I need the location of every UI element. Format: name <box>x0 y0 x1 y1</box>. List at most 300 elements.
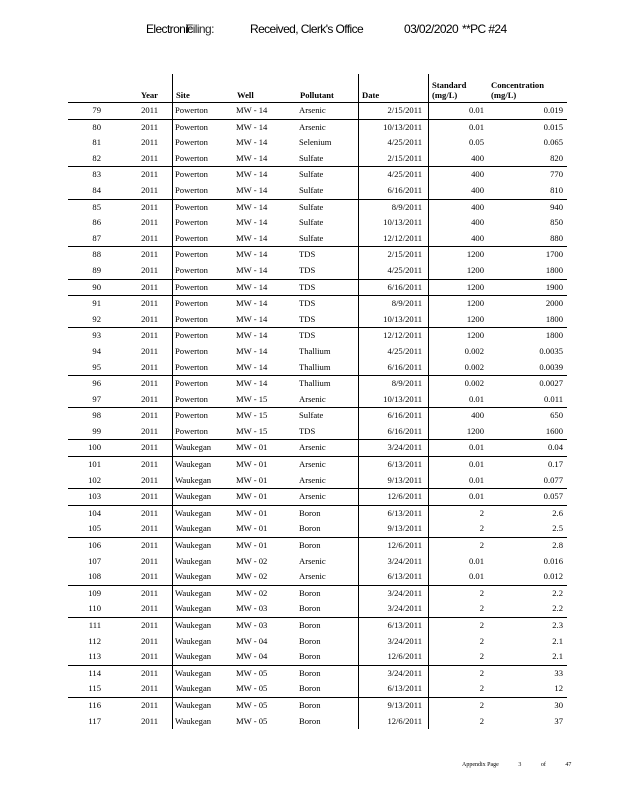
cell-standard: 2 <box>429 665 489 681</box>
cell-well: MW - 15 <box>234 424 297 440</box>
table-row <box>68 135 567 151</box>
cell-n: 86 <box>92 217 101 228</box>
cell-date: 6/13/2011 <box>359 618 429 634</box>
cell-n: 114 <box>88 667 101 678</box>
table-row <box>68 489 567 506</box>
cell-conc: 2.5 <box>488 521 567 537</box>
cell-n: 91 <box>92 298 101 309</box>
cell-site: Waukegan <box>173 505 235 521</box>
cell-standard: 400 <box>429 231 489 247</box>
cell-well: MW - 03 <box>236 620 268 630</box>
cell-well: MW - 01 <box>234 521 297 537</box>
header-date: Date <box>359 74 429 103</box>
cell-date: 2/15/2011 <box>359 151 429 167</box>
cell-well: MW - 01 <box>234 473 297 489</box>
cell-n: 117 <box>88 715 101 726</box>
table-row <box>68 538 567 554</box>
table-row <box>68 457 567 473</box>
cell-year: 2011 <box>141 330 158 341</box>
cell-pollutant: TDS <box>299 330 316 341</box>
cell-site: Waukegan <box>173 569 235 585</box>
cell-year: 2011 <box>141 507 158 518</box>
cell-site: Waukegan <box>173 601 235 617</box>
cell-well: MW - 14 <box>236 217 268 228</box>
cell-year: 2011 <box>141 201 158 212</box>
cell-n: 110 <box>68 601 109 617</box>
cell-year: 2011 <box>141 635 158 646</box>
cell-date: 10/13/2011 <box>359 215 429 231</box>
cell-conc: 2.3 <box>552 620 563 630</box>
cell-site: Waukegan <box>173 649 235 665</box>
cell-conc: 12 <box>488 681 567 697</box>
cell-site: Waukegan <box>173 538 235 554</box>
cell-n: 102 <box>68 473 109 489</box>
table-row <box>68 521 567 537</box>
cell-conc: 1600 <box>488 424 567 440</box>
cell-conc: 2.2 <box>488 601 567 617</box>
cell-well: MW - 14 <box>236 201 268 212</box>
cell-date: 3/24/2011 <box>359 601 429 617</box>
cell-n: 98 <box>92 410 101 421</box>
cell-year: 2011 <box>141 169 158 180</box>
cell-standard: 1200 <box>429 424 489 440</box>
cell-standard: 0.01 <box>429 440 489 457</box>
cell-standard: 0.002 <box>429 376 489 392</box>
cell-n: 112 <box>88 635 101 646</box>
cell-site: Waukegan <box>173 473 235 489</box>
table-row <box>68 279 567 296</box>
cell-standard: 400 <box>429 151 489 167</box>
cell-year: 2011 <box>109 103 173 120</box>
cell-year: 2011 <box>109 231 173 247</box>
cell-year: 2011 <box>141 345 158 356</box>
cell-date: 6/16/2011 <box>359 183 429 199</box>
cell-pollutant: Selenium <box>299 137 332 148</box>
cell-standard: 400 <box>429 167 489 183</box>
cell-site: Powerton <box>173 135 235 151</box>
cell-year: 2011 <box>109 569 173 585</box>
cell-pollutant: Boron <box>297 521 359 537</box>
cell-conc: 2.1 <box>552 635 563 646</box>
table-row <box>68 231 567 247</box>
cell-pollutant: Boron <box>299 540 321 551</box>
cell-conc: 1800 <box>488 312 567 328</box>
cell-date: 6/16/2011 <box>359 360 429 376</box>
cell-n: 109 <box>88 587 101 598</box>
cell-pollutant: Boron <box>299 699 321 710</box>
table-row <box>68 554 567 570</box>
cell-year: 2011 <box>141 699 158 710</box>
cell-standard: 2 <box>429 649 489 665</box>
cell-n: 81 <box>92 137 101 148</box>
cell-pollutant: Boron <box>299 620 321 630</box>
cell-year: 2011 <box>109 424 173 440</box>
cell-site: Powerton <box>173 199 235 215</box>
cell-pollutant: Boron <box>299 507 321 518</box>
table-row <box>68 328 567 344</box>
cell-site: Powerton <box>173 296 235 312</box>
table-row <box>68 714 567 730</box>
cell-well: MW - 14 <box>236 298 268 309</box>
cell-date: 6/13/2011 <box>359 569 429 585</box>
cell-year: 2011 <box>141 249 158 260</box>
cell-n: 90 <box>68 279 109 296</box>
cell-pollutant: Thallium <box>299 378 331 389</box>
cell-site: Waukegan <box>173 554 235 570</box>
cell-date: 12/12/2011 <box>359 231 429 247</box>
table-row <box>68 183 567 199</box>
cell-pollutant: Arsenic <box>297 103 359 120</box>
cell-pollutant: Arsenic <box>297 440 359 457</box>
cell-site: Waukegan <box>173 457 235 473</box>
table-row <box>68 119 567 135</box>
cell-n: 96 <box>92 378 101 389</box>
cell-pollutant: Sulfate <box>299 169 324 180</box>
cell-conc: 30 <box>554 699 563 710</box>
cell-standard: 1200 <box>429 296 489 312</box>
cell-well: MW - 03 <box>234 601 297 617</box>
cell-well: MW - 04 <box>234 649 297 665</box>
cell-pollutant: Arsenic <box>297 392 359 408</box>
cell-pollutant: Sulfate <box>299 217 324 228</box>
cell-date: 9/13/2011 <box>359 473 429 489</box>
cell-site: Powerton <box>173 392 235 408</box>
cell-year: 2011 <box>141 378 158 389</box>
cell-site: Powerton <box>173 424 235 440</box>
cell-conc: 880 <box>488 231 567 247</box>
cell-n: 104 <box>88 507 101 518</box>
cell-pollutant: Arsenic <box>299 555 326 566</box>
cell-date: 12/6/2011 <box>359 538 429 554</box>
table-row <box>68 263 567 279</box>
cell-well: MW - 14 <box>236 330 268 341</box>
cell-site: Waukegan <box>173 521 235 537</box>
cell-standard: 0.01 <box>429 103 489 120</box>
cell-pollutant: Boron <box>299 635 321 646</box>
cell-standard: 400 <box>429 408 489 424</box>
table-row <box>68 103 567 120</box>
cell-date: 6/16/2011 <box>359 424 429 440</box>
cell-date: 2/15/2011 <box>359 103 429 120</box>
cell-well: MW - 14 <box>236 249 268 260</box>
cell-site: Powerton <box>173 167 235 183</box>
cell-site: Waukegan <box>173 634 235 650</box>
cell-year: 2011 <box>141 587 158 598</box>
stamp-part-1: Electronic <box>146 22 193 36</box>
cell-standard: 2 <box>429 505 489 521</box>
cell-conc: 1800 <box>545 330 563 341</box>
cell-standard: 0.002 <box>429 360 489 376</box>
cell-n: 85 <box>92 201 101 212</box>
cell-pollutant: TDS <box>297 279 359 296</box>
table-row <box>68 215 567 231</box>
cell-site: Waukegan <box>173 714 235 730</box>
cell-year: 2011 <box>109 521 173 537</box>
cell-conc: 0.016 <box>543 555 563 566</box>
cell-well: MW - 01 <box>234 440 297 457</box>
footer-page: 3 <box>518 762 522 768</box>
cell-year: 2011 <box>109 681 173 697</box>
cell-year: 2011 <box>109 392 173 408</box>
cell-standard: 2 <box>429 697 489 713</box>
cell-site: Powerton <box>173 247 235 263</box>
cell-standard: 0.01 <box>429 569 489 585</box>
cell-site: Waukegan <box>173 585 235 601</box>
cell-conc: 820 <box>488 151 567 167</box>
cell-conc: 0.015 <box>543 121 563 132</box>
cell-well: MW - 15 <box>234 392 297 408</box>
cell-n: 93 <box>92 330 101 341</box>
cell-site: Powerton <box>173 344 235 360</box>
header-site: Site <box>173 74 235 103</box>
cell-pollutant: Thallium <box>297 360 359 376</box>
cell-pollutant: TDS <box>299 298 316 309</box>
cell-year: 2011 <box>141 667 158 678</box>
cell-site: Powerton <box>173 151 235 167</box>
cell-date: 3/24/2011 <box>359 634 429 650</box>
table-row <box>68 473 567 489</box>
cell-conc: 0.04 <box>488 440 567 457</box>
cell-year: 2011 <box>141 540 158 551</box>
cell-pollutant: Sulfate <box>297 231 359 247</box>
cell-year: 2011 <box>109 312 173 328</box>
cell-n: 89 <box>68 263 109 279</box>
cell-conc: 0.012 <box>488 569 567 585</box>
cell-conc: 650 <box>550 410 563 421</box>
cell-year: 2011 <box>141 137 158 148</box>
cell-year: 2011 <box>109 183 173 199</box>
cell-date: 6/13/2011 <box>359 505 429 521</box>
footer-label: Appendix Page <box>462 762 499 768</box>
cell-conc: 2.6 <box>552 507 563 518</box>
cell-pollutant: Boron <box>299 715 321 726</box>
cell-site: Waukegan <box>173 665 235 681</box>
cell-well: MW - 01 <box>236 540 268 551</box>
cell-date: 12/6/2011 <box>359 649 429 665</box>
cell-pollutant: Arsenic <box>299 121 326 132</box>
table-row <box>68 151 567 167</box>
table-row <box>68 376 567 392</box>
cell-site: Powerton <box>173 183 235 199</box>
cell-year: 2011 <box>109 601 173 617</box>
cell-well: MW - 01 <box>236 507 268 518</box>
cell-conc: 1900 <box>488 279 567 296</box>
table-row <box>68 424 567 440</box>
cell-standard: 0.01 <box>429 473 489 489</box>
cell-n: 111 <box>88 620 101 630</box>
cell-standard: 0.01 <box>429 554 489 570</box>
cell-year: 2011 <box>141 459 158 470</box>
header-year: Year <box>109 74 173 103</box>
cell-site: Powerton <box>173 231 235 247</box>
table-row <box>68 344 567 360</box>
cell-pollutant: Arsenic <box>297 569 359 585</box>
cell-n: 79 <box>68 103 109 120</box>
cell-well: MW - 15 <box>236 410 268 421</box>
cell-date: 3/24/2011 <box>359 665 429 681</box>
cell-pollutant: TDS <box>299 249 316 260</box>
cell-conc: 0.011 <box>488 392 567 408</box>
cell-well: MW - 14 <box>234 103 297 120</box>
cell-date: 10/13/2011 <box>359 119 429 135</box>
table-row <box>68 649 567 665</box>
cell-year: 2011 <box>109 360 173 376</box>
header-index <box>68 74 109 103</box>
cell-year: 2011 <box>141 217 158 228</box>
cell-conc: 0.077 <box>488 473 567 489</box>
cell-conc: 2000 <box>545 298 563 309</box>
cell-date: 3/24/2011 <box>359 440 429 457</box>
cell-site: Powerton <box>173 263 235 279</box>
cell-well: MW - 02 <box>236 555 268 566</box>
cell-year: 2011 <box>141 298 158 309</box>
cell-well: MW - 14 <box>234 279 297 296</box>
cell-date: 4/25/2011 <box>359 344 429 360</box>
cell-standard: 0.002 <box>429 344 489 360</box>
header-concentration: Concentration (mg/L) <box>488 74 567 103</box>
cell-conc: 0.0035 <box>539 345 563 356</box>
cell-n: 115 <box>68 681 109 697</box>
cell-well: MW - 14 <box>236 378 268 389</box>
cell-date: 8/9/2011 <box>359 199 429 215</box>
cell-year: 2011 <box>141 620 158 630</box>
cell-standard: 1200 <box>429 312 489 328</box>
cell-well: MW - 01 <box>234 489 297 506</box>
cell-date: 3/24/2011 <box>359 554 429 570</box>
cell-conc: 37 <box>554 715 563 726</box>
table-row <box>68 296 567 312</box>
cell-date: 8/9/2011 <box>359 376 429 392</box>
cell-n: 97 <box>68 392 109 408</box>
cell-site: Powerton <box>173 215 235 231</box>
cell-n: 87 <box>68 231 109 247</box>
cell-year: 2011 <box>109 263 173 279</box>
cell-conc: 1700 <box>545 249 563 260</box>
table-row <box>68 665 567 681</box>
header-well: Well <box>234 74 297 103</box>
cell-n: 113 <box>68 649 109 665</box>
cell-pollutant: Boron <box>299 587 321 598</box>
table-row <box>68 618 567 634</box>
table-row <box>68 167 567 183</box>
cell-n: 84 <box>68 183 109 199</box>
cell-well: MW - 05 <box>236 715 268 726</box>
cell-pollutant: Thallium <box>299 345 331 356</box>
cell-date: 10/13/2011 <box>359 392 429 408</box>
cell-well: MW - 14 <box>236 345 268 356</box>
cell-standard: 1200 <box>429 263 489 279</box>
cell-n: 94 <box>92 345 101 356</box>
cell-well: MW - 14 <box>234 360 297 376</box>
cell-standard: 2 <box>429 521 489 537</box>
cell-year: 2011 <box>109 473 173 489</box>
cell-well: MW - 05 <box>236 699 268 710</box>
cell-standard: 0.01 <box>429 119 489 135</box>
table-row <box>68 681 567 697</box>
cell-site: Powerton <box>173 376 235 392</box>
cell-pollutant: Sulfate <box>299 410 324 421</box>
cell-site: Waukegan <box>173 618 235 634</box>
cell-standard: 400 <box>429 183 489 199</box>
cell-date: 12/6/2011 <box>359 714 429 730</box>
cell-standard: 2 <box>429 714 489 730</box>
footer-of: of <box>540 762 546 768</box>
cell-year: 2011 <box>141 715 158 726</box>
cell-date: 6/13/2011 <box>359 457 429 473</box>
cell-well: MW - 14 <box>234 263 297 279</box>
stamp-part-2: Filing: <box>186 22 214 36</box>
cell-well: MW - 02 <box>234 569 297 585</box>
cell-date: 6/16/2011 <box>359 408 429 424</box>
cell-conc: 850 <box>550 217 563 228</box>
cell-pollutant: Arsenic <box>297 489 359 506</box>
cell-year: 2011 <box>141 121 158 132</box>
cell-year: 2011 <box>141 555 158 566</box>
cell-conc: 2.1 <box>488 649 567 665</box>
cell-year: 2011 <box>109 489 173 506</box>
cell-well: MW - 05 <box>234 681 297 697</box>
table-row <box>68 392 567 408</box>
cell-conc: 2.2 <box>552 587 563 598</box>
cell-well: MW - 05 <box>236 667 268 678</box>
page-footer <box>462 762 589 768</box>
cell-pollutant: Boron <box>297 681 359 697</box>
cell-n: 83 <box>92 169 101 180</box>
cell-conc: 0.17 <box>547 459 563 470</box>
cell-well: MW - 14 <box>236 169 268 180</box>
cell-well: MW - 14 <box>236 121 268 132</box>
cell-standard: 0.05 <box>429 135 489 151</box>
cell-conc: 0.057 <box>488 489 567 506</box>
cell-standard: 400 <box>429 215 489 231</box>
cell-standard: 1200 <box>429 279 489 296</box>
cell-pollutant: Boron <box>297 649 359 665</box>
cell-site: Powerton <box>173 360 235 376</box>
cell-conc: 940 <box>550 201 563 212</box>
stamp-part-4: 03/02/2020 <box>404 22 459 36</box>
cell-n: 95 <box>68 360 109 376</box>
cell-date: 9/13/2011 <box>359 521 429 537</box>
cell-standard: 2 <box>429 538 489 554</box>
stamp-part-5: **PC #24 <box>462 22 507 36</box>
cell-date: 12/6/2011 <box>359 489 429 506</box>
cell-pollutant: Boron <box>299 667 321 678</box>
table-row <box>68 247 567 263</box>
cell-well: MW - 14 <box>236 137 268 148</box>
cell-year: 2011 <box>109 649 173 665</box>
cell-standard: 1200 <box>429 328 489 344</box>
cell-date: 4/25/2011 <box>359 263 429 279</box>
cell-conc: 0.065 <box>543 137 563 148</box>
cell-n: 105 <box>68 521 109 537</box>
cell-well: MW - 01 <box>236 459 268 470</box>
cell-year: 2011 <box>109 279 173 296</box>
cell-conc: 33 <box>554 667 563 678</box>
cell-site: Powerton <box>173 328 235 344</box>
cell-conc: 0.0027 <box>539 378 563 389</box>
cell-n: 106 <box>88 540 101 551</box>
data-table-container <box>68 74 563 729</box>
cell-standard: 2 <box>429 681 489 697</box>
header-standard: Standard (mg/L) <box>429 74 489 103</box>
cell-site: Waukegan <box>173 697 235 713</box>
cell-n: 108 <box>68 569 109 585</box>
cell-pollutant: Arsenic <box>297 473 359 489</box>
table-row <box>68 440 567 457</box>
table-row <box>68 585 567 601</box>
cell-n: 80 <box>92 121 101 132</box>
cell-well: MW - 14 <box>234 183 297 199</box>
